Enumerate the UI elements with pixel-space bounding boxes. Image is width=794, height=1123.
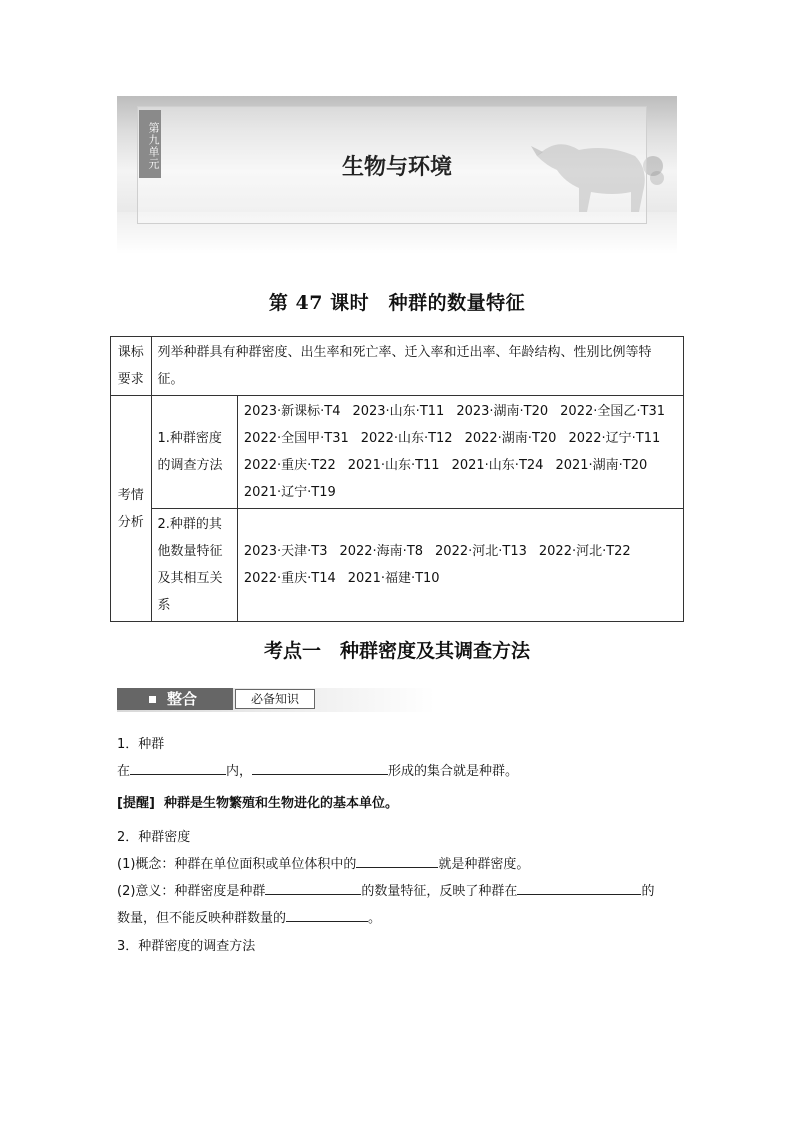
exam-tag: 2023·新课标·T4	[243, 404, 341, 419]
heading-density: 2．种群密度	[117, 830, 191, 845]
topic-label: 1.种群密度的调查方法	[151, 396, 237, 509]
unit-banner	[117, 96, 677, 254]
table-row	[111, 337, 684, 396]
exam-tag: 2022·海南·T8	[339, 544, 424, 559]
exam-tag: 2021·福建·T10	[347, 571, 440, 586]
exam-tag: 2022·重庆·T14	[243, 571, 336, 586]
requirement-text: 列举种群具有种群密度、出生率和死亡率、迁入率和迁出率、年龄结构、性别比例等特征。	[151, 337, 683, 396]
paragraph	[117, 907, 381, 926]
fill-blank	[265, 880, 361, 895]
heading-survey-methods: 3．种群密度的调查方法	[117, 939, 256, 954]
exam-tag: 2023·湖南·T20	[456, 404, 549, 419]
exam-tag: 2022·全国甲·T31	[243, 431, 349, 446]
fill-blank	[252, 760, 388, 775]
exam-tag: 2023·山东·T11	[352, 404, 445, 419]
text: 内，	[226, 764, 253, 779]
exam-tag: 2022·湖南·T20	[464, 431, 557, 446]
text: 数量，但不能反映种群数量的	[117, 911, 287, 926]
table-row	[111, 396, 684, 509]
integrate-header	[117, 688, 435, 712]
integrate-box-label: 必备知识	[235, 689, 315, 709]
reminder-label: [提醒]	[117, 796, 155, 811]
square-bullet-icon	[149, 696, 156, 703]
exam-tag: 2022·重庆·T22	[243, 458, 336, 473]
paragraph	[117, 853, 529, 872]
exam-tag: 2022·山东·T12	[360, 431, 453, 446]
text: 形成的集合就是种群。	[388, 764, 519, 779]
fill-blank	[130, 760, 226, 775]
paragraph	[117, 760, 518, 779]
integrate-label: 整合	[167, 690, 198, 708]
topic-label: 2.种群的其他数量特征及其相互关系	[151, 509, 237, 622]
exam-tags	[237, 509, 683, 622]
exam-tag: 2021·湖南·T20	[555, 458, 648, 473]
heading-population: 1．种群	[117, 737, 165, 752]
text: 的数量特征，反映了种群在	[361, 884, 518, 899]
requirement-label: 课标要求	[111, 337, 152, 396]
exam-tags	[237, 396, 683, 509]
exam-tag: 2021·山东·T11	[347, 458, 440, 473]
exam-tag: 2022·全国乙·T31	[560, 404, 665, 419]
text: (2)意义：种群密度是种群	[117, 884, 266, 899]
text: 在	[117, 764, 131, 779]
table-row	[111, 509, 684, 622]
curriculum-table	[110, 336, 684, 622]
section-title: 考点一 种群密度及其调查方法	[263, 640, 530, 662]
reminder-text: 种群是生物繁殖和生物进化的基本单位。	[163, 796, 398, 811]
unit-title: 生物与环境	[341, 155, 452, 180]
analysis-label: 考情分析	[111, 396, 152, 622]
paragraph	[117, 880, 654, 899]
integrate-dark-label	[117, 688, 233, 710]
text: 就是种群密度。	[438, 857, 530, 872]
fill-blank	[356, 853, 438, 868]
unit-tag: 第九单元	[139, 110, 161, 178]
exam-tag: 2021·山东·T24	[451, 458, 544, 473]
text: (1)概念：种群在单位面积或单位体积中的	[117, 857, 357, 872]
exam-tag: 2022·河北·T13	[435, 544, 527, 559]
exam-tag: 2022·辽宁·T11	[568, 431, 661, 446]
text: 的	[641, 884, 655, 899]
exam-tag: 2021·辽宁·T19	[243, 485, 336, 500]
fill-blank	[517, 880, 641, 895]
text: 。	[368, 911, 382, 926]
exam-tag: 2022·河北·T22	[538, 544, 631, 559]
fill-blank	[286, 907, 368, 922]
exam-tag: 2023·天津·T3	[243, 544, 328, 559]
lesson-title: 第 47 课时 种群的数量特征	[268, 292, 526, 314]
reminder	[117, 792, 398, 811]
